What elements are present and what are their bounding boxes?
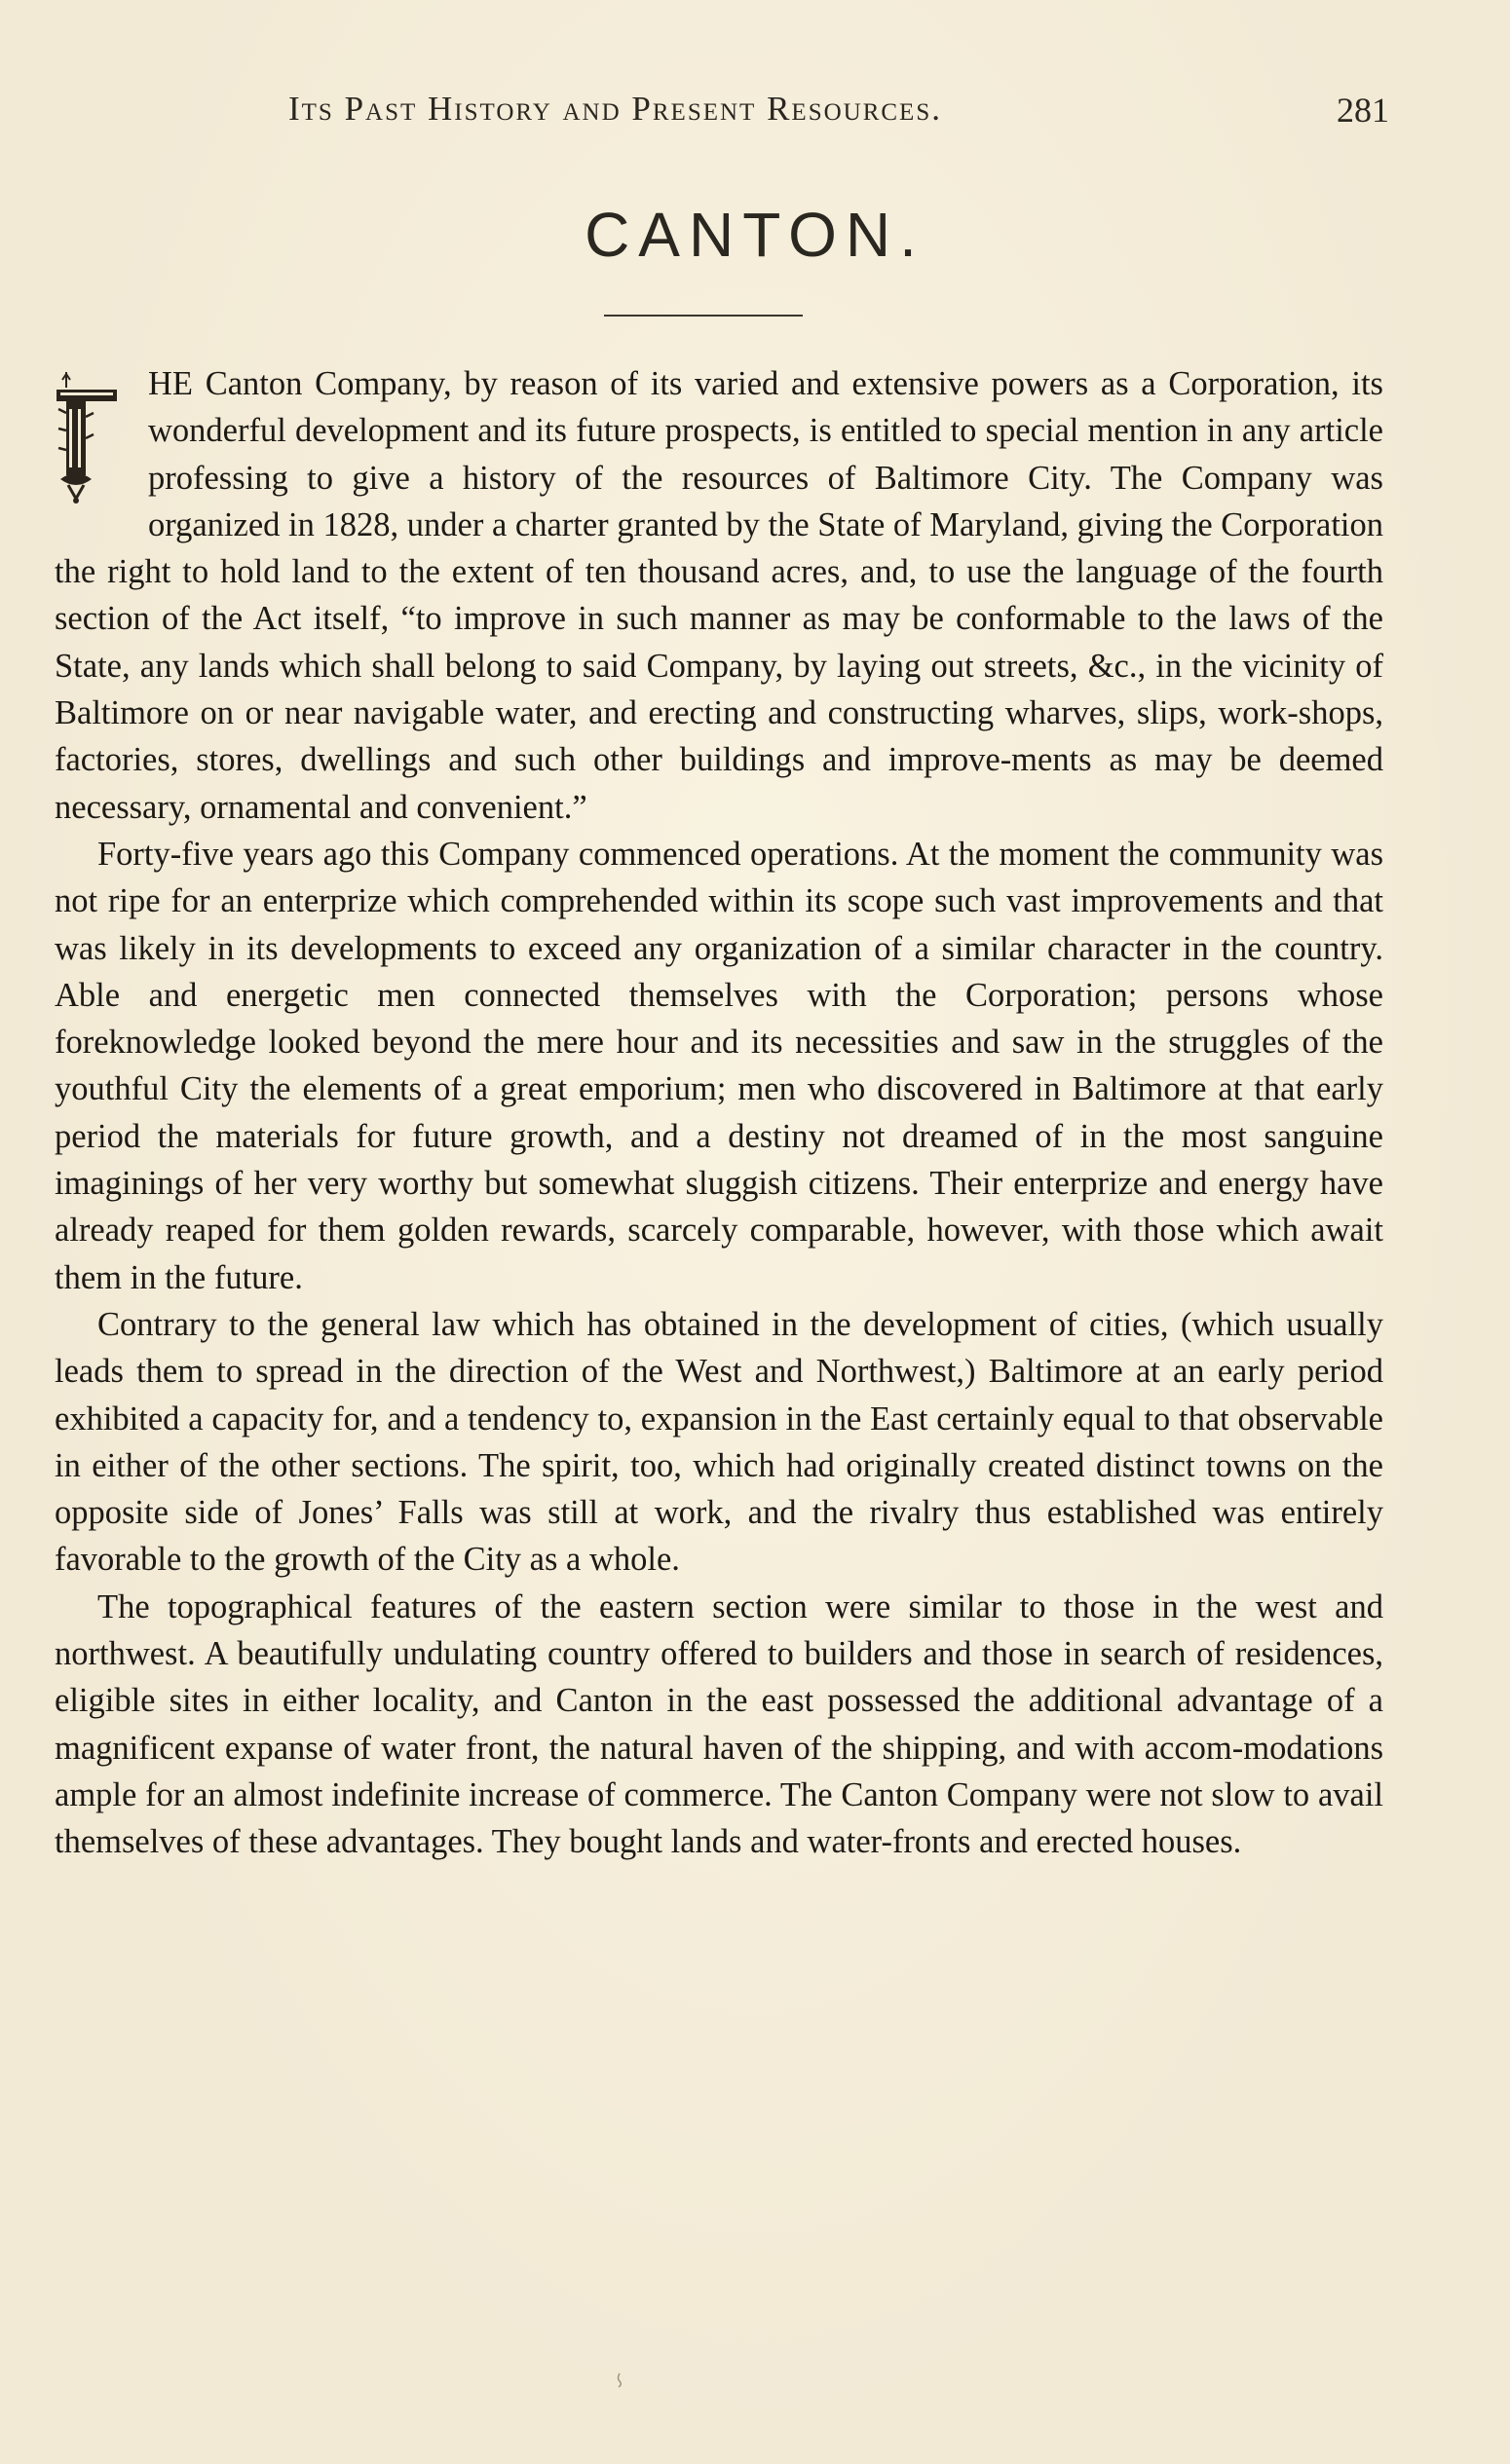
paragraph-3: Contrary to the general law which has obtained in the development of cities, (which usually leads them to spread in the direction of the West and Northwest,) Baltimore at an early period exhibited a capacity for, and a tendency to, expansion in the East certainly equal to that observable in either of the other sections. The spirit, too, which had originally created distinct towns on the opposite side of Jones’ Falls was still at work, and the rivalry thus established was entirely favorable to the growth of the City as a whole. [55, 1305, 1383, 1579]
drop-cap-letter [53, 370, 54, 371]
paragraph-1-text: HE Canton Company, by reason of its varied and extensive powers as a Corporation, its wonderful development and its future prospects, is entitled to special mention in any article professing to give a history of the resources of Baltimore City. The Company was organized in 1828, under a charter granted by the State of Maryland, giving the Corporation the right to hold land to the extent of ten thousand acres, and, to use the language of the fourth section of the Act itself, “to improve in such manner as may be conformable to the laws of the State, any lands which shall belong to said Company, by laying out streets, &c., in the vicinity of Baltimore on or near navigable water, and erecting and constructing wharves, slips, work-shops, factories, stores, dwellings and such other buildings and improve-ments as may be deemed necessary, ornamental and convenient.” [55, 365, 1383, 826]
ink-smudge-mark [616, 2372, 623, 2388]
title-divider [604, 315, 803, 317]
chapter-title: CANTON. [585, 200, 925, 270]
ornamental-t-icon [53, 370, 136, 506]
drop-cap-ornament [53, 370, 136, 506]
paragraph-2: Forty-five years ago this Company commenced operations. At the moment the community was not ripe for an enterprize which comprehended within its scope such vast improvements and that was likely in its developments to exceed any organization of a similar character in the country. Able and energetic men connected themselves with the Corporation; persons whose foreknowledge looked beyond the mere hour and its necessities and saw in the struggles of the youthful City the elements of a great emporium; men who discovered in Baltimore at that early period the materials for future growth, and a destiny not dreamed of in the most sanguine imaginings of her very worthy but somewhat sluggish citizens. Their enterprize and energy have already reaped for them golden rewards, scarcely comparable, however, with those which await them in the future. [55, 835, 1383, 1296]
page-number: 281 [1337, 91, 1389, 130]
paragraph-4: The topographical features of the eastern section were similar to those in the west and northwest. A beautifully undulating country offered to builders and those in search of residences, eligible sites in either locality, and Canton in the east possessed the additional advantage of a magnificent expanse of water front, the natural haven of the shipping, and with accom-modations ample for an almost indefinite increase of commerce. The Canton Company were not slow to avail themselves of these advantages. They bought lands and water-fronts and erected houses. [55, 1587, 1383, 1861]
running-title: Its Past History and Present Resources. [288, 90, 942, 128]
article-body [55, 360, 1383, 1866]
paragraph-1 [55, 360, 1383, 831]
running-head [55, 90, 1389, 138]
